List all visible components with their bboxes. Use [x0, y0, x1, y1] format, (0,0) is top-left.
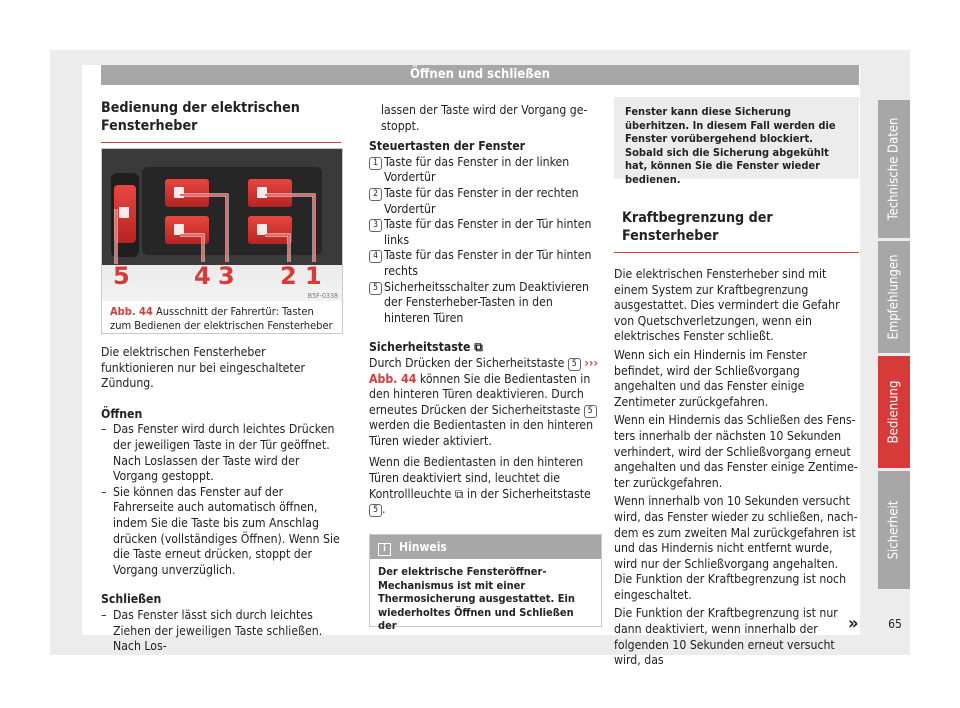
- continued-text: lassen der Taste wird der Vorgang gestoppt.: [381, 103, 588, 133]
- open-item-2: – Sie können das Fenster auf der Fahrerseite auch automatisch öffnen, indem Sie die Taste bis zum Anschlag drücken (vollständiges Öffnen). Wenn Sie die Taste erneut drücken, stoppt der Vorgang unverzüglich.: [101, 485, 341, 579]
- ref-badge: 1: [369, 157, 382, 170]
- note-header: [370, 535, 601, 559]
- tab-label: Sicherheit: [886, 500, 902, 560]
- continue-mark: »: [848, 613, 859, 634]
- paragraph-1: Die elektrischen Fensterheber sind mit einem System zur Kraftbegrenzung ausgestattet. Dies vermindert die Gefahr von Quetschverletzungen, wenn ein elektrisches Fenster schließt.: [614, 267, 840, 344]
- note-box: [369, 534, 602, 632]
- text-span: Wenn die Bedientasten in den hinteren Türen deaktiviert sind, leuchtet die Kontrollleuchte: [369, 455, 584, 501]
- safety-paragraph-1: [369, 356, 600, 450]
- safety-heading: [369, 340, 600, 356]
- paragraph-5: Die Funktion der Kraftbegrenzung ist nur dann deaktiviert, wenn innerhalb der folgenden 10 Sekunden erneut versucht wird, das: [614, 606, 838, 668]
- paragraph-3: Wenn ein Hindernis das Schließen des Fensters innerhalb der nächsten 10 Sekunden verhindert, wird der Schließvorgang erneut angehalten und das Fenster einige Zentimeter zurückgefahren.: [614, 413, 858, 490]
- note-title: Hinweis: [399, 540, 447, 554]
- column-1: [101, 99, 341, 143]
- figure-caption-text: Ausschnitt der Fahrertür: Tasten zum Bedienen der elektrischen Fensterheber: [110, 305, 333, 332]
- control-item-4: [369, 248, 600, 279]
- figure-code: B5F-0338: [307, 292, 338, 300]
- column-1-text: [101, 345, 341, 655]
- control-item-2: [369, 186, 600, 217]
- ref-badge: 2: [369, 188, 382, 201]
- paragraph-4: Wenn innerhalb von 10 Sekunden versucht wird, das Fenster wieder zu schließen, nachdem es zum zweiten Mal zurückgefahren ist und das Hindernis nicht entfernt wurde, wird nur der Schließvorgang angehalten. Die Funktion der Kraftbegrenzung ist noch eingeschaltet.: [614, 494, 858, 602]
- callout-5: 5: [113, 262, 130, 290]
- ref-badge: 3: [369, 219, 382, 232]
- note-body: Der elektrische Fensteröffner-Mechanismus ist mit einer Thermosicherung ausgestattet. Ein wiederholtes Öffnen und Schließen der: [378, 565, 575, 632]
- text-span: in der Sicherheitstaste: [467, 486, 591, 501]
- control-item-text: Taste für das Fenster in der rechten Vordertür: [384, 185, 579, 216]
- control-item-text: Taste für das Fenster in der Tür hinten rechts: [384, 248, 592, 278]
- safety-heading-text: Sicherheitstaste: [369, 340, 471, 355]
- control-item-text: Taste für das Fenster in der Tür hinten links: [384, 217, 592, 247]
- section-title: Kraftbegrenzung der Fensterheber: [614, 209, 859, 253]
- section-header: Öffnen und schließen: [101, 65, 859, 85]
- column-3: [614, 209, 859, 669]
- tab-label: Technische Daten: [886, 117, 902, 221]
- ref-badge: 5: [369, 282, 382, 295]
- figure-44: [101, 148, 343, 334]
- callout-1: 1: [305, 262, 322, 290]
- intro-paragraph: Die elektrischen Fensterheber funktionieren nur bei eingeschalteter Zündung.: [101, 345, 305, 391]
- controls-heading: Steuertasten der Fenster: [369, 139, 526, 154]
- callout-4: 4: [194, 262, 211, 290]
- control-item-text: Sicherheitsschalter zum Deaktivieren der Fensterheber-Tasten in den hinteren Türen: [384, 279, 589, 325]
- column-2: [369, 103, 600, 518]
- figure-label: Abb. 44: [110, 305, 153, 318]
- open-item-1: – Das Fenster wird durch leichtes Drücken der jeweiligen Taste in der Tür geöffnet. Nach Loslassen der Taste wird der Vorgang gestoppt.: [101, 422, 341, 484]
- info-icon: i: [378, 543, 391, 556]
- figure-caption: [110, 305, 336, 332]
- ref-badge: 5: [568, 358, 581, 371]
- page-number: 65: [888, 617, 902, 631]
- window-switch-image: [102, 149, 342, 301]
- callout-2: 2: [280, 262, 297, 290]
- text-span: können Sie die Bedientasten in den hinteren Türen deaktivieren. Durch erneutes Drücken der Sicherheitstaste: [369, 371, 591, 417]
- ref-badge: 4: [369, 250, 382, 263]
- callout-3: 3: [218, 262, 235, 290]
- text-span: Durch Drücken der Sicherheitstaste: [369, 355, 565, 370]
- figure-link[interactable]: ››› Abb. 44: [369, 355, 598, 386]
- window-lock-icon: ⧉: [474, 340, 483, 355]
- text-span: werden die Bedientasten in den hinteren Türen wieder aktiviert.: [369, 418, 594, 448]
- tab-empfehlungen[interactable]: [878, 241, 910, 353]
- section-title: Bedienung der elektrischen Fensterheber: [101, 99, 341, 143]
- open-heading: Öffnen: [101, 406, 143, 421]
- note-continuation-text: Fenster kann diese Sicherung überhitzen. In diesem Fall werden die Fenster vorübergehend blockiert. Sobald sich die Sicherung abgekühlt hat, können Sie die Fenster wieder bedienen.: [625, 105, 836, 186]
- ref-badge: 5: [584, 405, 597, 418]
- tab-technische-daten[interactable]: [878, 100, 910, 238]
- note-continuation-box: [614, 97, 859, 186]
- paragraph-2: Wenn sich ein Hindernis im Fenster befindet, wird der Schließvorgang angehalten und das Fenster einige Zentimeter zurückgefahren.: [614, 347, 807, 409]
- tab-bedienung[interactable]: [878, 356, 910, 468]
- tab-label: Bedienung: [886, 380, 902, 444]
- tab-label: Empfehlungen: [886, 254, 902, 340]
- control-item-1: [369, 155, 600, 186]
- control-item-3: [369, 217, 600, 248]
- ref-badge: 5: [369, 504, 382, 517]
- safety-paragraph-2: Wenn die Bedientasten in den hinteren Türen deaktiviert sind, leuchtet die Kontrollleuchte ⧉ in der Sicherheitstaste 5 .: [369, 455, 591, 517]
- column-3-text: [614, 267, 859, 669]
- tab-sicherheit[interactable]: [878, 471, 910, 589]
- window-lock-icon: ⧉: [454, 486, 464, 501]
- control-item-5: [369, 280, 600, 327]
- close-heading: Schließen: [101, 592, 162, 607]
- close-item: – Das Fenster lässt sich durch leichtes Ziehen der jeweiligen Taste schließen. Nach Los-: [101, 608, 341, 655]
- control-item-text: Taste für das Fenster in der linken Vordertür: [384, 154, 570, 185]
